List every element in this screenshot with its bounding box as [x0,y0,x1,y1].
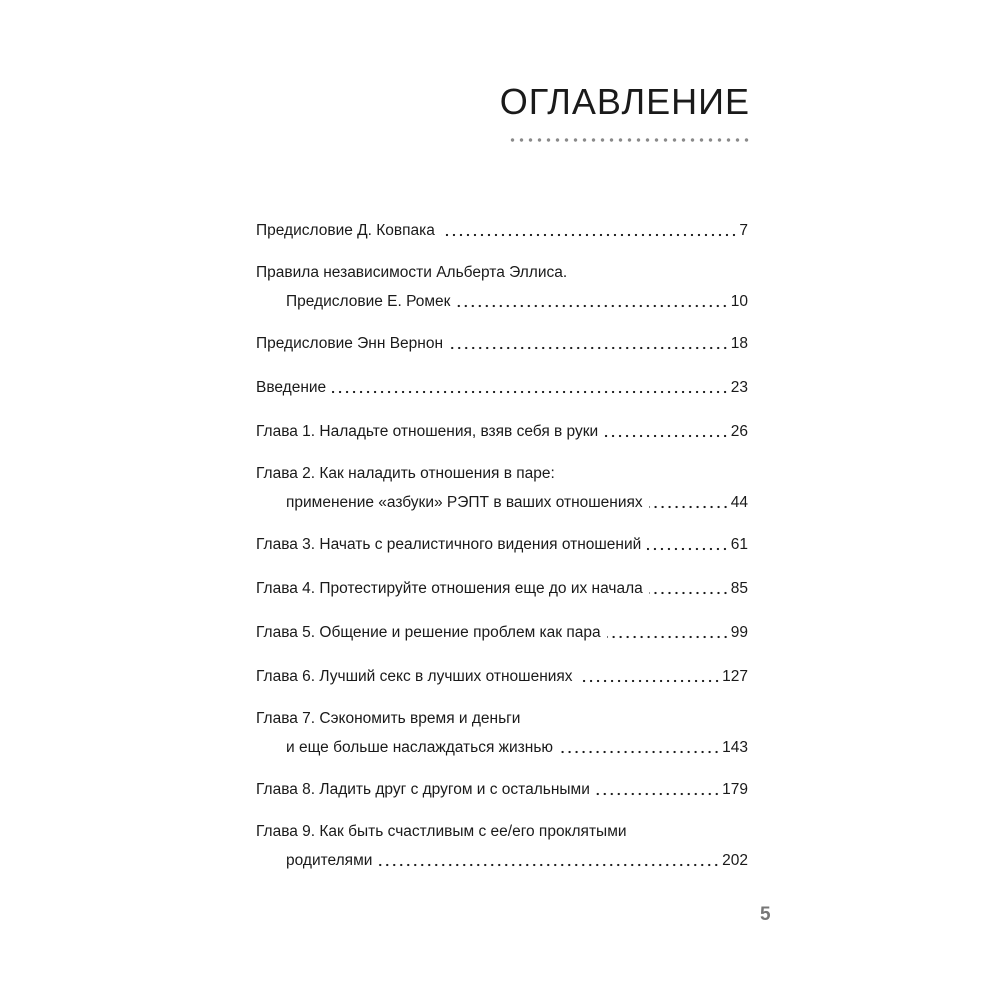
toc-entry-line [256,704,748,733]
toc-entry-page: 127 [722,668,748,685]
toc-entry-page: 99 [730,624,748,641]
dot-leader [579,669,721,683]
toc-entry-line [256,574,748,603]
dot-leader [647,537,728,551]
toc-entry [256,574,748,603]
toc-entry-line [256,417,748,446]
toc-entry [256,216,748,245]
toc-entry-title: Глава 8. Ладить друг с другом и с остальными [256,781,590,798]
toc-entry [256,817,748,875]
toc-entry-title: Глава 3. Начать с реалистичного видения отношений [256,536,642,553]
dot-leader [649,581,729,595]
toc-entry-page: 61 [730,536,748,553]
toc-entry-title: Глава 9. Как быть счастливым с ее/его проклятыми [256,823,627,840]
toc-entry-page: 26 [730,423,748,440]
toc-entry-title: Предисловие Д. Ковпака [256,222,435,239]
toc-entry [256,662,748,691]
toc-entry-line [256,530,748,559]
toc-entry-page: 23 [730,379,748,396]
dot-leader [649,495,729,509]
toc-entry-title: и еще больше наслаждаться жизнью [286,739,554,756]
toc-entry-page: 7 [739,222,748,239]
dot-leader [559,740,720,754]
toc-entry-line [256,733,748,762]
toc-entry-title: Правила независимости Альберта Эллиса. [256,264,568,281]
toc-entry-line [256,216,748,245]
toc-entry [256,373,748,402]
title-dotted-rule [508,138,752,142]
page-number: 5 [760,904,771,925]
toc-entry [256,459,748,517]
toc-entry-line [256,817,748,846]
toc-entry-title: Предисловие Е. Ромек [286,293,451,310]
dot-leader [596,782,720,796]
dot-leader [378,853,720,867]
toc-entry-line [256,287,748,316]
toc-entry-title: Глава 4. Протестируйте отношения еще до их начала [256,580,643,597]
dot-leader [456,294,728,308]
dot-leader [604,424,729,438]
toc-entry [256,258,748,316]
toc-entry-page: 85 [730,580,748,597]
toc-entry-page: 44 [730,494,748,511]
toc-entry [256,530,748,559]
dot-leader [441,223,737,237]
toc-entry-title: Введение [256,379,327,396]
toc-entry [256,618,748,647]
table-of-contents [256,216,748,875]
toc-entry [256,775,748,804]
toc-entry-page: 179 [722,781,748,798]
toc-entry-page: 18 [730,335,748,352]
toc-entry-page: 143 [722,739,748,756]
toc-entry-line [256,775,748,804]
dot-leader [449,336,729,350]
toc-entry-title: Глава 1. Наладьте отношения, взяв себя в руки [256,423,599,440]
toc-entry [256,329,748,358]
dot-leader [607,625,729,639]
toc-entry-line [256,373,748,402]
toc-entry-title: Глава 2. Как наладить отношения в паре: [256,465,555,482]
toc-entry-title: Глава 5. Общение и решение проблем как пара [256,624,601,641]
toc-entry-page: 202 [722,852,748,869]
toc-entry [256,417,748,446]
toc-entry-line [256,662,748,691]
toc-entry-title: применение «азбуки» РЭПТ в ваших отношениях [286,494,643,511]
toc-entry-line [256,488,748,517]
dot-leader [332,380,729,394]
toc-entry-line [256,459,748,488]
page-title: ОГЛАВЛЕНИЕ [499,81,750,122]
toc-entry-title: Глава 7. Сэкономить время и деньги [256,710,521,727]
toc-entry [256,704,748,762]
toc-entry-title: родителями [286,852,373,869]
toc-entry-line [256,258,748,287]
toc-entry-line [256,846,748,875]
toc-entry-line [256,618,748,647]
toc-entry-title: Глава 6. Лучший секс в лучших отношениях [256,668,573,685]
toc-entry-page: 10 [730,293,748,310]
toc-entry-line [256,329,748,358]
toc-entry-title: Предисловие Энн Вернон [256,335,444,352]
